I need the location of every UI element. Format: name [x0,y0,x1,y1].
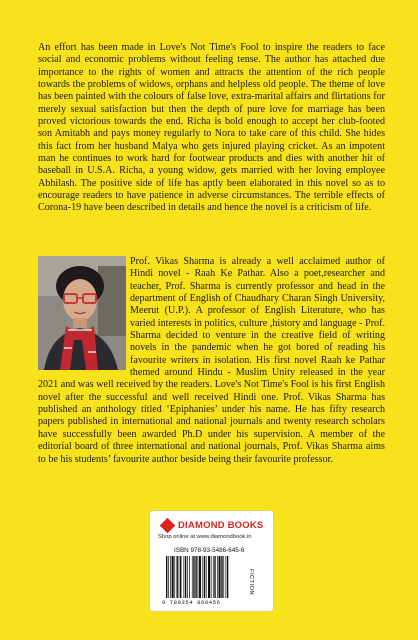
barcode-digits: 9 789354 866456 [162,599,221,606]
publisher-name: DIAMOND BOOKS [178,519,264,531]
shop-online-text: Shop online at www.diamondbook.in [158,534,252,540]
isbn-text: ISBN 978-93-5486-645-6 [174,547,245,554]
back-cover-blurb: An effort has been made in Love's Not Time's Fool to inspire the readers to face social and economic problems without feeling tense. The author has attached due importance to the rights of women and attracts the attention of the rich people towards the problems of widows, orphans and helpless old people. The theme of love has been painted with the colours of false love, extra-marital affairs and flirtations for merely sexual satisfaction but then the depth of pure love for marriage has been proved victorious towards the end. Richa is bold enough to accept her club-footed son Amitabh and pays money regularly to Nora to take care of this child. She hides this fact from her husband Malya who gets injured playing cricket. As an impotent man he continues to work hard for footwear products and dies with another hit of baseball in U.S.A. Richa, a young widow, gets married with her loving employee Abhilash. The positive side of life has aptly been elaborated in this novel so as to encourage readers to have patience in adverse circumstances. The terrible effects of Corona-19 have been described in details and hence the novel is a criticism of life. [38,42,385,214]
author-bio-text: Prof. Vikas Sharma is already a well acclaimed author of Hindi novel - Raah Ke Pathar. Also a poet,researcher and teacher, Prof. Sharma is currently professor and head in the department of English of Chaudhary Charan Singh University, Meerut (U.P.). A professor of English Literature, who has varied interests in politics, culture ,history and language - Prof. Sharma decided to venture in the creative field of writing novels in the pandemic when he got bored of reading his favourite writers in isolation. His first novel Raah ke Pathar themed around Hindu - Muslim Unity released in the year 2021 and was well received by the readers. Love's Not Time's Fool is his first English novel after the successful and well received Hindi one. Prof. Vikas Sharma has published an anthology titled ‘Epiphanies’ under his name. He has fifty research papers published in international and national journals and twenty research scholars have successfully been awarded Ph.D under his supervision. A member of the editorial board of three international and national journals, Prof. Vikas Sharma aims to be his students’ favourite author beside being their favourite professor. [38,256,385,465]
author-bio [38,256,385,466]
barcode-card [149,510,274,612]
barcode-image [164,556,254,598]
publisher-logo [162,517,263,533]
genre-label: FICTION [248,569,254,595]
diamond-icon [160,517,176,533]
